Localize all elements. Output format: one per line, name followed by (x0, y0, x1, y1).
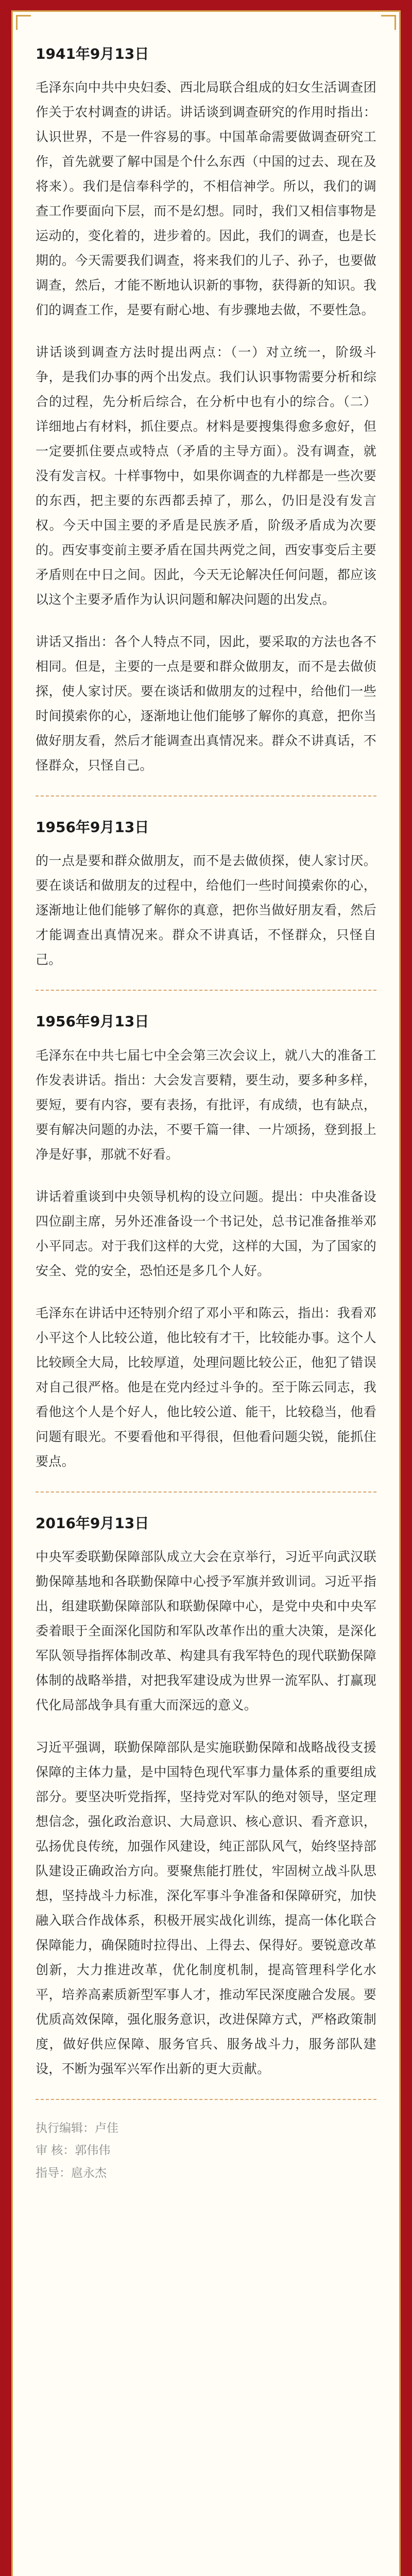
paragraph: 中央军委联勤保障部队成立大会在京举行，习近平向武汉联勤保障基地和各联勤保障中心授予军旗并致训词。习近平指出，组建联勤保障部队和联勤保障中心，是党中央和中央军委着眼于全面深化国防和军队改革作出的重大决策，是深化军队领导指挥体制改革、构建具有我军特色的现代联勤保障体制的战略举措，对把我军建设成为世界一流军队、打赢现代化局部战争具有重大而深远的意义。 (36, 1549, 376, 1713)
paragraph: 讲话着重谈到中央领导机构的设立问题。提出：中央准备设四位副主席，另外还准备设一个书记处，总书记准备推举邓小平同志。对于我们这样的大党，这样的大国，为了国家的安全、党的安全，恐怕还是多几个人好。 (36, 1189, 376, 1278)
credits (36, 2117, 376, 2185)
paragraph: 毛泽东在中共七届七中全会第三次会议上，就八大的准备工作发表讲话。指出：大会发言要精，要生动，要多种多样，要短，要有内容，要有表扬，有批评，有成绩，也有缺点，要有解决问题的办法，不要千篇一律、一片颂扬，登到报上净是好事，那就不好看。 (36, 1047, 376, 1162)
section-date: 1956年9月13日 (36, 1013, 149, 1030)
section-date: 1941年9月13日 (36, 45, 149, 62)
section-date: 1956年9月13日 (36, 819, 149, 836)
paragraph: 讲话又指出：各个人特点不同，因此，要采取的方法也各不相同。但是，主要的一点是要和群众做朋友，而不是去做侦探，使人家讨厌。要在谈话和做朋友的过程中，给他们一些时间摸索你的心，逐渐地让他们能够了解你的真意，把你当做好朋友看，然后才能调查出真情况来。群众不讲真话，不怪群众，只怪自己。 (36, 634, 376, 773)
article-card (11, 10, 401, 2576)
paragraph: 毛泽东在讲话中还特别介绍了邓小平和陈云，指出：我看邓小平这个人比较公道，他比较有才干，比较能办事。这个人比较顾全大局，比较厚道，处理问题比较公正，他犯了错误对自己很严格。他是在党内经过斗争的。至于陈云同志，我看他这个人是个好人，他比较公道、能干，比较稳当，他看问题有眼光。不要看他和平得很，但他看问题尖锐，能抓住要点。 (36, 1305, 376, 1469)
section-1956-a (36, 817, 376, 972)
credits-divider (36, 2099, 376, 2100)
corner-ornament-top-left (16, 15, 31, 30)
paragraph: 习近平强调，联勤保障部队是实施联勤保障和战略战役支援保障的主体力量，是中国特色现代军事力量体系的重要组成部分。要坚决听党指挥，坚持党对军队的绝对领导，坚定理想信念，强化政治意识、大局意识、核心意识、看齐意识，弘扬优良传统，加强作风建设，纯正部队风气，始终坚持部队建设正确政治方向。要聚焦能打胜仗，牢固树立战斗队思想，坚持战斗力标准，深化军事斗争准备和保障研究，加快融入联合作战体系，积极开展实战化训练，提高一体化联合保障能力，确保随时拉得出、上得去、保得好。要锐意改革创新，大力推进改革，优化制度机制，提高管理科学化水平，培养高素质新型军事人才，推动军民深度融合发展。要优质高效保障，强化服务意识，改进保障方式，严格政策制度，做好供应保障、服务官兵、服务战斗力，服务部队建设，不断为强军兴军作出新的更大贡献。 (36, 1739, 376, 2076)
corner-ornament-top-right (381, 15, 396, 30)
section-1941 (36, 44, 376, 778)
section-divider (36, 795, 376, 796)
credit-editor: 执行编辑：卢佳 (36, 2121, 118, 2135)
paragraph: 讲话谈到调查方法时提出两点：（一）对立统一，阶级斗争，是我们办事的两个出发点。我们认识事物需要分析和综合的过程，先分析后综合，在分析中也有小的综合。（二）详细地占有材料，抓住要点。材料是要搜集得愈多愈好，但一定要抓住要点或特点（矛盾的主导方面）。没有调查，就没有发言权。十样事物中，如果你调查的九样都是一些次要的东西，把主要的东西都丢掉了，那么，仍旧是没有发言权。今天中国主要的矛盾是民族矛盾，阶级矛盾成为次要的。西安事变前主要矛盾在国共两党之间，西安事变后主要矛盾则在中日之间。因此，今天无论解决任何问题，都应该以这个主要矛盾作为认识问题和解决问题的出发点。 (36, 345, 376, 607)
credit-reviewer: 审 核：郭伟伟 (36, 2144, 111, 2158)
credit-director: 指导：扈永杰 (36, 2166, 107, 2180)
section-2016 (36, 1513, 376, 2081)
paragraph: 的一点是要和群众做朋友，而不是去做侦探，使人家讨厌。要在谈话和做朋友的过程中，给他们一些时间摸索你的心，逐渐地让他们能够了解你的真意，把你当做好朋友看，然后才能调查出真情况来。群众不讲真话，不怪群众，只怪自己。 (36, 853, 376, 968)
paragraph: 毛泽东向中共中央妇委、西北局联合组成的妇女生活调查团作关于农村调查的讲话。讲话谈到调查研究的作用时指出：认识世界，不是一件容易的事。中国革命需要做调查研究工作，首先就要了解中国是个什么东西（中国的过去、现在及将来）。我们是信奉科学的，不相信神学。所以，我们的调查工作要面向下层，而不是幻想。同时，我们又相信事物是运动的，变化着的，进步着的。因此，我们的调查，也是长期的。今天需要我们调查，将来我们的儿子、孙子，也要做调查，然后，才能不断地认识新的事物，获得新的知识。我们的调查工作，是要有耐心地、有步骤地去做，不要性急。 (36, 80, 376, 318)
section-date: 2016年9月13日 (36, 1514, 149, 1532)
section-divider (36, 990, 376, 991)
section-divider (36, 1492, 376, 1493)
section-1956-b (36, 1011, 376, 1473)
article-content (13, 12, 399, 2206)
